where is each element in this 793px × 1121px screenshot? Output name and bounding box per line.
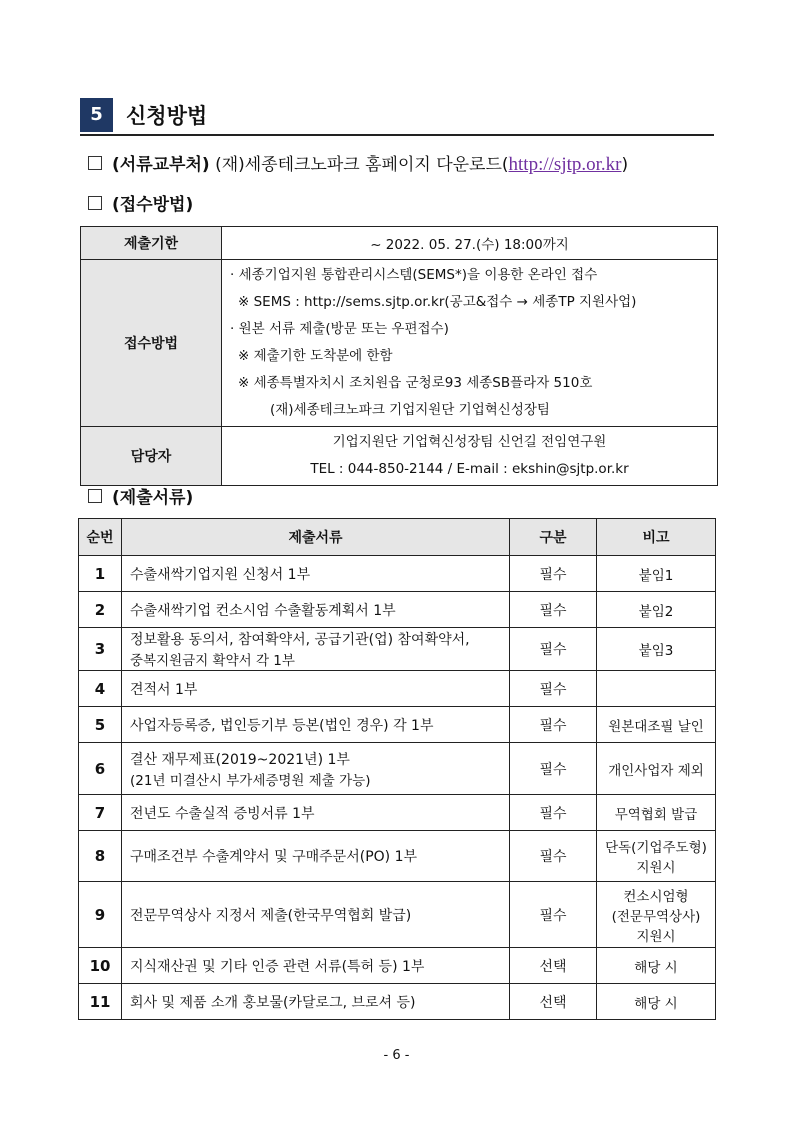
table-row [79, 795, 716, 831]
row-number: 2 [79, 592, 122, 628]
table-row [79, 984, 716, 1020]
row-number: 6 [79, 743, 122, 795]
docs-location-text: (재)세종테크노파크 홈페이지 다운로드( [215, 155, 509, 175]
table-row [79, 882, 716, 948]
method-label: 접수방법 [81, 260, 222, 427]
row-category: 필수 [510, 707, 597, 743]
method-line: ※ 세종특별자치시 조치원읍 군청로93 세종SB플라자 510호 [238, 375, 593, 391]
table-row [81, 427, 718, 486]
section-title: 신청방법 [126, 104, 208, 128]
row-number: 3 [79, 628, 122, 671]
table-row [79, 628, 716, 671]
header-note: 비고 [597, 519, 716, 556]
method-line: ※ 제출기한 도착분에 한함 [238, 348, 393, 364]
documents-heading: (제출서류) [88, 483, 193, 508]
row-document: 회사 및 제품 소개 홍보물(카달로그, 브로셔 등) [122, 984, 510, 1020]
section-header [80, 98, 714, 136]
row-note: 단독(기업주도형) 지원시 [597, 831, 716, 882]
row-document: 전문무역상사 지정서 제출(한국무역협회 발급) [122, 882, 510, 948]
row-document: 지식재산권 및 기타 인증 관련 서류(특허 등) 1부 [122, 948, 510, 984]
row-number: 7 [79, 795, 122, 831]
row-document: 구매조건부 수출계약서 및 구매주문서(PO) 1부 [122, 831, 510, 882]
docs-location-line: (서류교부처) (재)세종테크노파크 홈페이지 다운로드(http://sjtp.or.kr) [88, 150, 628, 176]
method-line: ※ SEMS : http://sems.sjtp.or.kr(공고&접수 → 세종TP 지원사업) [238, 294, 637, 310]
row-document: 결산 재무제표(2019~2021년) 1부 (21년 미결산시 부가세증명원 제출 가능) [122, 743, 510, 795]
row-document: 정보활용 동의서, 참여확약서, 공급기관(업) 참여확약서, 중복지원금지 확약서 각 1부 [122, 628, 510, 671]
row-document: 수출새싹기업 컨소시엄 수출활동계획서 1부 [122, 592, 510, 628]
checkbox-icon [88, 489, 102, 503]
table-row [79, 592, 716, 628]
deadline-label: 제출기한 [81, 227, 222, 260]
row-category: 필수 [510, 628, 597, 671]
method-line: · 원본 서류 제출(방문 또는 우편접수) [230, 321, 449, 337]
row-note: 붙임1 [597, 556, 716, 592]
row-category: 필수 [510, 556, 597, 592]
row-note: 붙임2 [597, 592, 716, 628]
table-row [79, 948, 716, 984]
documents-table [78, 518, 716, 1020]
row-category: 필수 [510, 743, 597, 795]
receipt-table [80, 226, 718, 486]
row-number: 11 [79, 984, 122, 1020]
row-document: 견적서 1부 [122, 671, 510, 707]
table-row [79, 671, 716, 707]
row-note: 원본대조필 날인 [597, 707, 716, 743]
page-number: - 6 - [383, 1048, 410, 1063]
docs-location-label: (서류교부처) [112, 155, 210, 175]
row-category: 필수 [510, 592, 597, 628]
row-number: 4 [79, 671, 122, 707]
row-category: 선택 [510, 948, 597, 984]
section-number: 5 [80, 98, 113, 132]
row-document: 수출새싹기업지원 신청서 1부 [122, 556, 510, 592]
table-header-row [79, 519, 716, 556]
header-doc: 제출서류 [122, 519, 510, 556]
method-line: (재)세종테크노파크 기업지원단 기업혁신성장팀 [270, 402, 550, 418]
table-row [79, 556, 716, 592]
checkbox-icon [88, 156, 102, 170]
table-row [79, 831, 716, 882]
checkbox-icon [88, 196, 102, 210]
deadline-value: ~ 2022. 05. 27.(수) 18:00까지 [222, 227, 718, 260]
table-row [81, 227, 718, 260]
header-cat: 구분 [510, 519, 597, 556]
row-note: 무역협회 발급 [597, 795, 716, 831]
row-category: 필수 [510, 882, 597, 948]
method-value [222, 260, 718, 427]
header-no: 순번 [79, 519, 122, 556]
row-number: 9 [79, 882, 122, 948]
table-row [79, 707, 716, 743]
row-note: 해당 시 [597, 948, 716, 984]
homepage-link[interactable]: http://sjtp.or.kr [508, 154, 622, 175]
method-line: · 세종기업지원 통합관리시스템(SEMS*)을 이용한 온라인 접수 [230, 267, 598, 283]
row-note: 붙임3 [597, 628, 716, 671]
row-number: 8 [79, 831, 122, 882]
row-category: 필수 [510, 671, 597, 707]
row-number: 10 [79, 948, 122, 984]
row-category: 필수 [510, 795, 597, 831]
row-category: 필수 [510, 831, 597, 882]
row-number: 1 [79, 556, 122, 592]
table-row [79, 743, 716, 795]
row-note: 해당 시 [597, 984, 716, 1020]
row-note [597, 671, 716, 707]
row-document: 사업자등록증, 법인등기부 등본(법인 경우) 각 1부 [122, 707, 510, 743]
row-category: 선택 [510, 984, 597, 1020]
contact-label: 담당자 [81, 427, 222, 486]
contact-value: 기업지원단 기업혁신성장팀 신언길 전임연구원 TEL : 044-850-2144 / E-mail : ekshin@sjtp.or.kr [222, 427, 718, 486]
row-note: 개인사업자 제외 [597, 743, 716, 795]
row-document: 전년도 수출실적 증빙서류 1부 [122, 795, 510, 831]
receipt-heading: (접수방법) [88, 190, 193, 215]
row-note: 컨소시엄형 (전문무역상사) 지원시 [597, 882, 716, 948]
row-number: 5 [79, 707, 122, 743]
table-row [81, 260, 718, 427]
